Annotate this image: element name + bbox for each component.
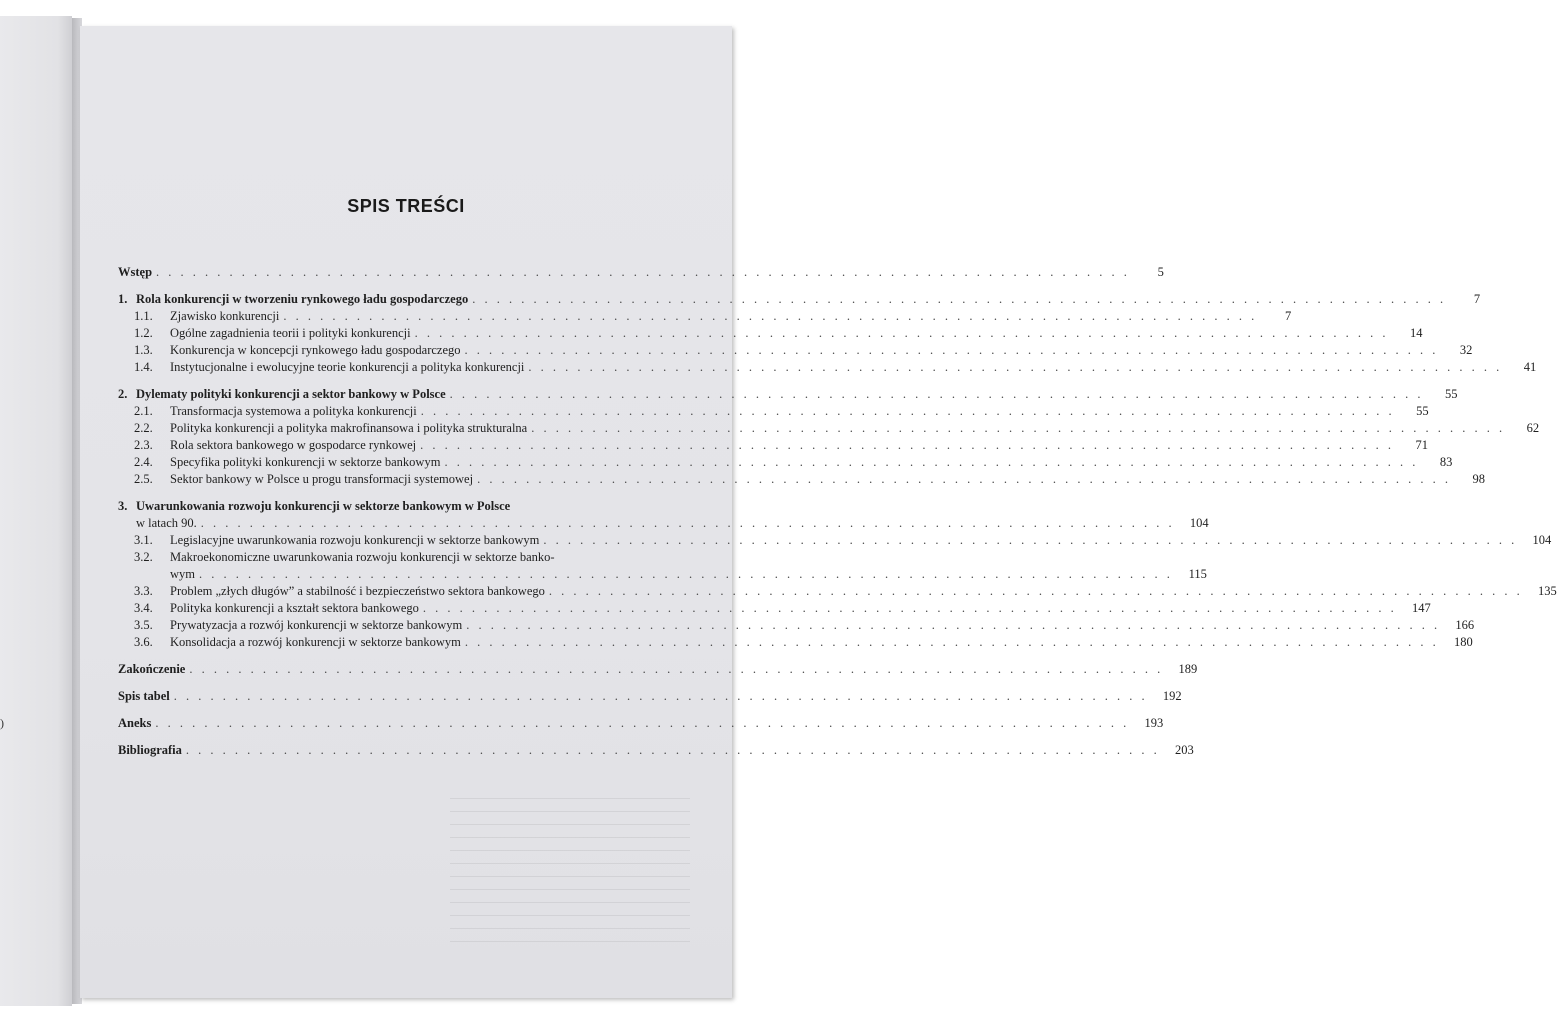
toc-dot-leader (465, 634, 1439, 651)
toc-entry-title: Polityka konkurencji a kształt sektora bankowego (170, 601, 419, 615)
toc-entry-number: 3.4. (134, 601, 153, 615)
toc-entry-page: 14 (1409, 326, 1423, 340)
toc-entry-title: Wstęp (118, 265, 153, 279)
toc-entry-number: 1. (118, 292, 128, 306)
toc-dot-leader (444, 454, 1418, 471)
toc-entry-number: 1.4. (134, 360, 153, 374)
toc-dot-leader (156, 264, 1130, 281)
toc-entry-page: 7 (1473, 292, 1481, 306)
toc-entry (118, 532, 1552, 549)
table-of-contents (118, 264, 1557, 759)
toc-entry-page: 41 (1523, 360, 1537, 374)
toc-entry-title: Sektor bankowy w Polsce u progu transformacji systemowej (170, 472, 474, 486)
toc-entry (118, 264, 1164, 281)
toc-entry (118, 600, 1431, 617)
toc-dot-leader (421, 403, 1395, 420)
toc-entry-page: 83 (1439, 455, 1453, 469)
toc-entry-page: 7 (1284, 309, 1292, 323)
toc-spacer (118, 678, 654, 688)
toc-entry (118, 715, 1164, 732)
toc-entry (118, 549, 654, 566)
toc-entry-title: Aneks (118, 716, 152, 730)
toc-dot-leader (155, 715, 1129, 732)
toc-entry-page: 55 (1445, 387, 1458, 401)
toc-dot-leader (283, 308, 1257, 325)
toc-dot-leader (528, 359, 1502, 376)
toc-dot-leader (186, 742, 1160, 759)
toc-entry-title: Prywatyzacja a rozwój konkurencji w sektorze bankowym (170, 618, 463, 632)
toc-dot-leader (450, 386, 1424, 403)
toc-entry-number: 1.1. (134, 309, 153, 323)
toc-entry-page: 193 (1144, 716, 1164, 730)
toc-entry-number: 3.5. (134, 618, 153, 632)
toc-entry (118, 515, 1209, 532)
toc-entry (118, 325, 1423, 342)
toc-dot-leader (477, 471, 1451, 488)
toc-entry-title: Makroekonomiczne uwarunkowania rozwoju konkurencji w sektorze banko- (170, 550, 555, 564)
toc-dot-leader (531, 420, 1505, 437)
toc-entry-title: Specyfika polityki konkurencji w sektorze bankowym (170, 455, 441, 469)
toc-entry-number: 2.3. (134, 438, 153, 452)
toc-entry (118, 498, 654, 515)
toc-dot-leader (549, 583, 1523, 600)
toc-entry-title: w latach 90. (136, 516, 197, 530)
toc-entry-title: wym (170, 567, 195, 581)
toc-entry (118, 454, 1453, 471)
toc-entry (118, 342, 1473, 359)
toc-entry-title: Rola sektora bankowego w gospodarce rynkowej (170, 438, 417, 452)
toc-entry-page: 166 (1455, 618, 1475, 632)
toc-entry-number: 3. (118, 499, 128, 513)
toc-entry-number: 1.3. (134, 343, 153, 357)
toc-entry-page: 135 (1538, 584, 1557, 598)
toc-entry (118, 420, 1540, 437)
toc-entry (118, 617, 1475, 634)
toc-dot-leader (174, 688, 1148, 705)
toc-dot-leader (415, 325, 1389, 342)
toc-entry-title: Polityka konkurencji a polityka makrofinansowa i polityka strukturalna (170, 421, 528, 435)
toc-spacer (118, 376, 654, 386)
toc-entry-number: 3.1. (134, 533, 153, 547)
toc-entry-title: Rola konkurencji w tworzeniu rynkowego ładu gospodarczego (136, 292, 469, 306)
toc-entry (118, 403, 1429, 420)
toc-dot-leader (543, 532, 1517, 549)
toc-entry-page: 104 (1532, 533, 1552, 547)
toc-entry (118, 359, 1537, 376)
toc-entry-page: 147 (1412, 601, 1431, 615)
left-page (0, 16, 72, 1006)
toc-entry-title: Transformacja systemowa a polityka konkurencji (170, 404, 417, 418)
toc-spacer (118, 705, 654, 715)
toc-entry-page: 180 (1454, 635, 1473, 649)
toc-entry-number: 2. (118, 387, 128, 401)
left-page-edge-text: ) (0, 716, 4, 730)
toc-entry-title: Problem „złych długów” a stabilność i bezpieczeństwo sektora bankowego (170, 584, 545, 598)
toc-entry-page: 32 (1459, 343, 1473, 357)
show-through-text (450, 786, 690, 946)
toc-entry-number: 3.2. (134, 550, 153, 564)
toc-entry-page: 55 (1416, 404, 1429, 418)
toc-entry-title: Dylematy polityki konkurencji a sektor bankowy w Polsce (136, 387, 446, 401)
toc-entry (118, 308, 1292, 325)
toc-entry-title: Bibliografia (118, 743, 182, 757)
toc-entry-title: Konsolidacja a rozwój konkurencji w sektorze bankowym (170, 635, 461, 649)
toc-entry (118, 471, 1485, 488)
toc-entry (118, 742, 1194, 759)
toc-entry-title: Zakończenie (118, 662, 186, 676)
toc-entry-page: 71 (1415, 438, 1428, 452)
toc-spacer (118, 281, 654, 291)
toc-entry (118, 437, 1428, 454)
toc-dot-leader (420, 437, 1394, 454)
toc-entry (118, 583, 1557, 600)
toc-entry-page: 189 (1178, 662, 1198, 676)
toc-dot-leader (465, 342, 1439, 359)
toc-entry-title: Konkurencja w koncepcji rynkowego ładu gospodarczego (170, 343, 461, 357)
toc-entry (118, 688, 1182, 705)
toc-entry-page: 192 (1162, 689, 1182, 703)
document-page (80, 26, 1557, 998)
toc-entry-number: 3.3. (134, 584, 153, 598)
toc-spacer (118, 488, 654, 498)
toc-dot-leader (423, 600, 1397, 617)
toc-entry-number: 2.5. (134, 472, 153, 486)
toc-entry (118, 661, 1198, 678)
toc-dot-leader (199, 566, 1173, 583)
toc-entry-number: 1.2. (134, 326, 153, 340)
toc-entry (118, 291, 1481, 308)
toc-entry-title: Legislacyjne uwarunkowania rozwoju konkurencji w sektorze bankowym (170, 533, 540, 547)
toc-entry-title: Zjawisko konkurencji (170, 309, 280, 323)
toc-dot-leader (189, 661, 1163, 678)
toc-spacer (118, 651, 654, 661)
toc-entry (118, 386, 1458, 403)
toc-entry-number: 2.4. (134, 455, 153, 469)
toc-spacer (118, 732, 654, 742)
toc-entry-page: 98 (1472, 472, 1485, 486)
toc-entry-page: 203 (1175, 743, 1194, 757)
toc-entry-number: 2.1. (134, 404, 153, 418)
toc-entry-page: 104 (1189, 516, 1209, 530)
toc-entry-number: 3.6. (134, 635, 153, 649)
toc-entry-title: Instytucjonalne i ewolucyjne teorie konkurencji a polityka konkurencji (170, 360, 525, 374)
toc-entry-title: Uwarunkowania rozwoju konkurencji w sektorze bankowym w Polsce (136, 499, 511, 513)
toc-entry-page: 5 (1157, 265, 1164, 279)
toc-entry-page: 62 (1526, 421, 1540, 435)
toc-entry-title: Ogólne zagadnienia teorii i polityki konkurencji (170, 326, 411, 340)
toc-entry-page: 115 (1188, 567, 1207, 581)
toc-dot-leader (472, 291, 1446, 308)
toc-dot-leader (466, 617, 1440, 634)
page-title: SPIS TREŚCI (347, 196, 465, 216)
toc-entry-title: Spis tabel (118, 689, 170, 703)
toc-dot-leader (201, 515, 1175, 532)
toc-entry-number: 2.2. (134, 421, 153, 435)
toc-entry (118, 566, 1207, 583)
toc-entry (118, 634, 1473, 651)
